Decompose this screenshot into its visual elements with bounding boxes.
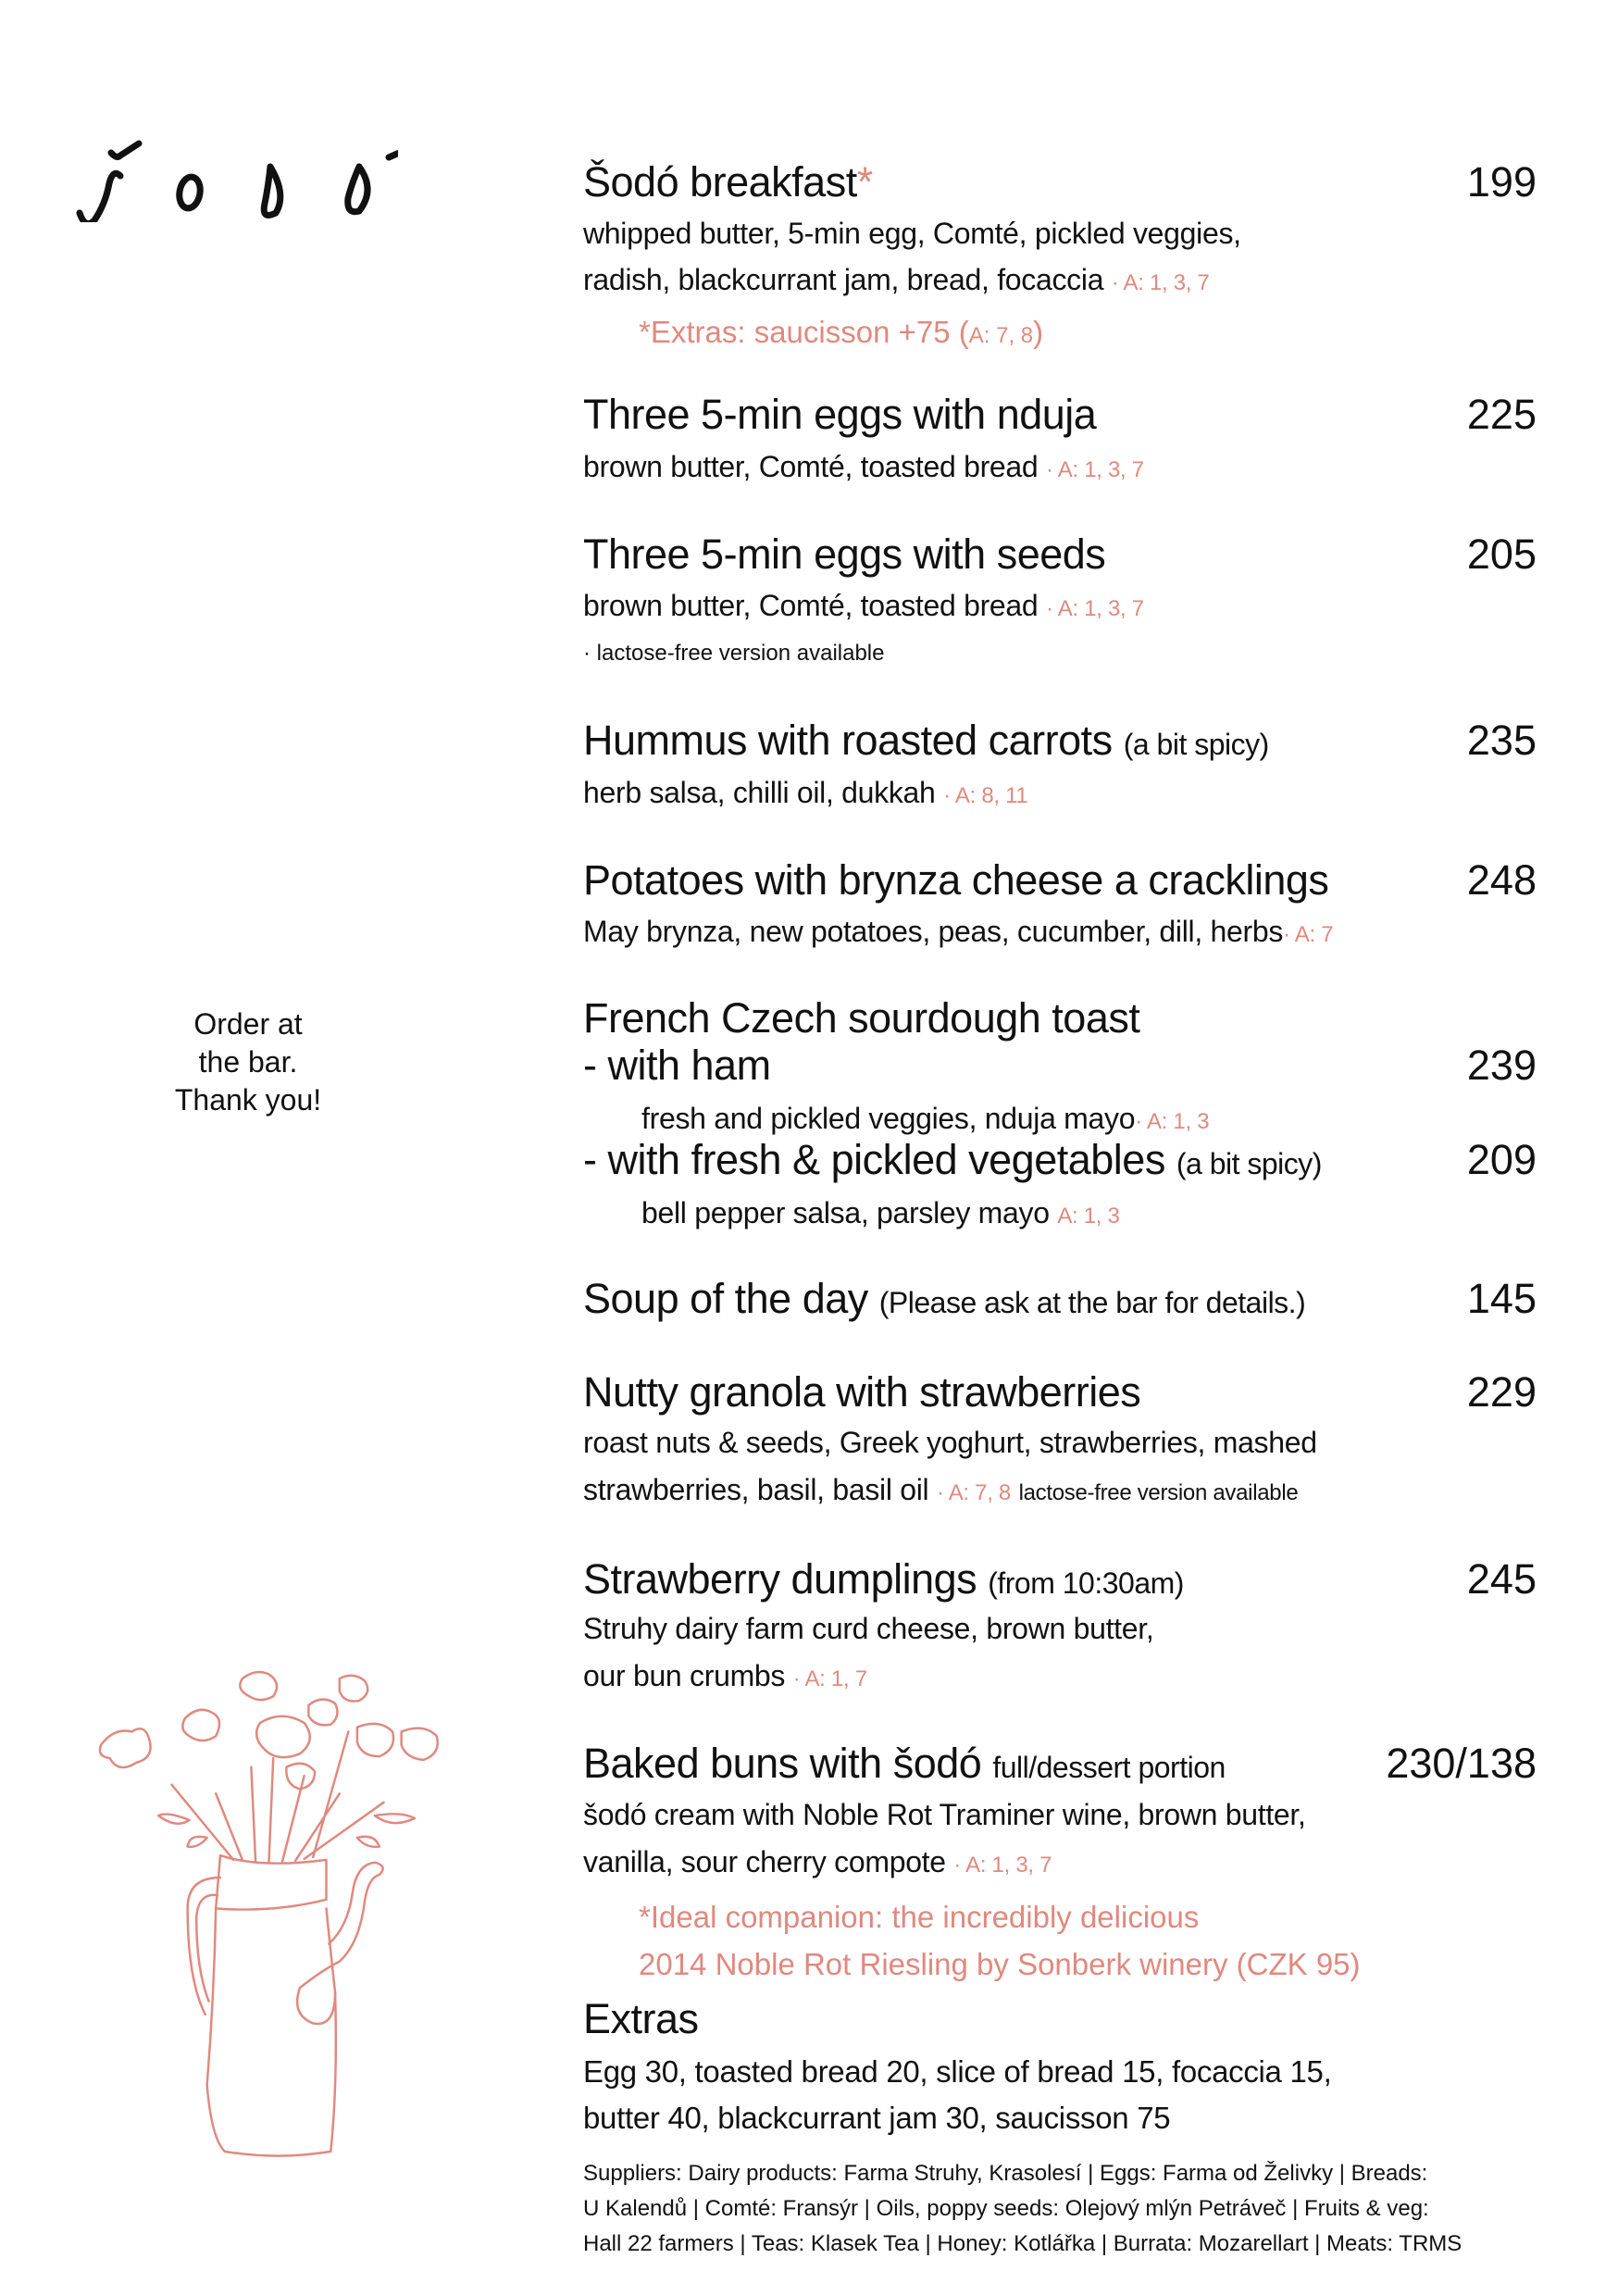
menu-item-price: 225 [1466,391,1537,438]
menu-item-desc [583,1847,1052,1877]
title-note: full/dessert portion [992,1751,1226,1784]
allergen-label: · A: 1, 3, 7 [953,1853,1052,1878]
variant-desc [641,1198,1120,1228]
pairing-note: *Ideal companion: the incredibly delicious [639,1900,1200,1934]
desc-text: bell pepper salsa, parsley mayo [641,1196,1050,1229]
menu-item-desc [583,778,1027,807]
menu-item-price: 248 [1466,856,1537,904]
menu-item-desc [583,917,1333,946]
title-note: (Please ask at the bar for details.) [878,1286,1306,1319]
lactose-free-note: lactose-free version available [1018,1480,1299,1505]
extras-line: butter 40, blackcurrant jam 30, saucisson 75 [583,2101,1171,2135]
desc-text: radish, blackcurrant jam, bread, focaccia [583,263,1104,296]
allergen-label: A: 1, 3 [1057,1204,1120,1229]
menu-item-desc: roast nuts & seeds, Greek yoghurt, strawberries, mashed [583,1426,1317,1459]
flowers-in-coffee-pot-icon [83,1657,472,2213]
variant-desc [641,1104,1209,1133]
menu-item-desc [583,1475,1298,1504]
allergen-label: · A: 7, 8 [936,1480,1011,1505]
allergen-label: · A: 1, 3, 7 [1111,270,1210,295]
menu-item-price: 145 [1466,1275,1537,1322]
menu-item-desc: šodó cream with Noble Rot Traminer wine, brown butter, [583,1798,1306,1831]
item-title-text: Šodó breakfast [583,158,857,206]
title-note: (from 10:30am) [988,1566,1184,1600]
allergen-label: · A: 1, 3, 7 [1046,596,1144,621]
menu-item-price: 205 [1466,530,1537,578]
menu-item-title [583,1275,1306,1322]
variant-label: - with fresh & pickled vegetables [583,1136,1165,1183]
allergen-label: A: 7, 8 [968,323,1034,348]
menu-item-title [583,158,873,206]
menu-item-title [583,717,1269,764]
extras-note [639,317,1043,347]
order-at-bar-line-3: Thank you! [174,1083,322,1117]
lactose-free-note: · lactose-free version available [583,641,885,666]
allergen-label: · A: 1, 7 [792,1666,867,1691]
item-title-text: Baked buns with šodó [583,1740,982,1787]
menu-item-price: 199 [1466,158,1537,206]
menu-item-price: 230/138 [1386,1740,1537,1787]
suppliers-line: Hall 22 farmers | Teas: Klasek Tea | Honey: Kotlářka | Burrata: Mozarellart | Meats: TRMS [583,2231,1462,2256]
allergen-label: · A: 7 [1283,922,1334,947]
menu-item-desc: Struhy dairy farm curd cheese, brown butter, [583,1612,1154,1645]
menu-item-title [583,1740,1226,1787]
desc-text: strawberries, basil, basil oil [583,1473,929,1506]
extras-note-text: *Extras: saucisson +75 ( [639,315,969,349]
extras-title: Extras [583,1995,699,2042]
item-title-text: Soup of the day [583,1275,868,1322]
allergen-label: · A: 8, 11 [943,783,1028,808]
extras-note-close: ) [1033,315,1044,349]
desc-text: brown butter, Comté, toasted bread [583,450,1039,483]
menu-item-title: French Czech sourdough toast [583,994,1140,1042]
menu-item-title: Three 5-min eggs with seeds [583,530,1106,578]
suppliers-line: Suppliers: Dairy products: Farma Struhy, Krasolesí | Eggs: Farma od Želivky | Breads: [583,2161,1428,2186]
desc-text: herb salsa, chilli oil, dukkah [583,776,936,809]
menu-item-desc: whipped butter, 5-min egg, Comté, pickled veggies, [583,217,1241,250]
desc-text: fresh and pickled veggies, nduja mayo [641,1102,1136,1135]
menu-item-desc [583,1661,867,1691]
menu-item-price: 229 [1466,1368,1537,1416]
menu-item-title: Potatoes with brynza cheese a cracklings [583,856,1329,904]
title-note: (a bit spicy) [1176,1147,1322,1180]
pairing-note: 2014 Noble Rot Riesling by Sonberk winery (CZK 95) [639,1947,1361,1981]
menu-item-title: Three 5-min eggs with nduja [583,391,1097,438]
item-title-text: Strawberry dumplings [583,1555,977,1603]
variant-title [583,1136,1322,1183]
desc-text: vanilla, sour cherry compote [583,1845,946,1878]
variant-price: 239 [1466,1042,1537,1089]
menu-item-price: 235 [1466,717,1537,764]
extras-line: Egg 30, toasted bread 20, slice of bread 15, focaccia 15, [583,2054,1332,2089]
title-note: (a bit spicy) [1123,728,1269,761]
menu-item-desc [583,591,1144,620]
sodo-logo-icon [65,111,398,222]
desc-text: our bun crumbs [583,1659,786,1692]
allergen-label: · A: 1, 3 [1135,1109,1210,1134]
item-title-text: Hummus with roasted carrots [583,717,1113,764]
order-at-bar-line-2: the bar. [198,1045,298,1079]
order-at-bar-line-1: Order at [193,1007,303,1041]
variant-title: - with ham [583,1042,771,1089]
menu-item-desc [583,265,1210,294]
desc-text: brown butter, Comté, toasted bread [583,589,1039,622]
desc-text: May brynza, new potatoes, peas, cucumber, dill, herbs [583,915,1284,948]
suppliers-line: U Kalendů | Comté: Fransýr | Oils, poppy seeds: Olejový mlýn Petráveč | Fruits & veg: [583,2196,1429,2221]
asterisk-mark: * [856,158,873,206]
menu-item-title [583,1555,1184,1603]
menu-item-price: 245 [1466,1555,1537,1603]
menu-item-desc [583,452,1144,481]
allergen-label: · A: 1, 3, 7 [1046,457,1144,482]
menu-item-title: Nutty granola with strawberries [583,1368,1141,1416]
variant-price: 209 [1466,1136,1537,1183]
